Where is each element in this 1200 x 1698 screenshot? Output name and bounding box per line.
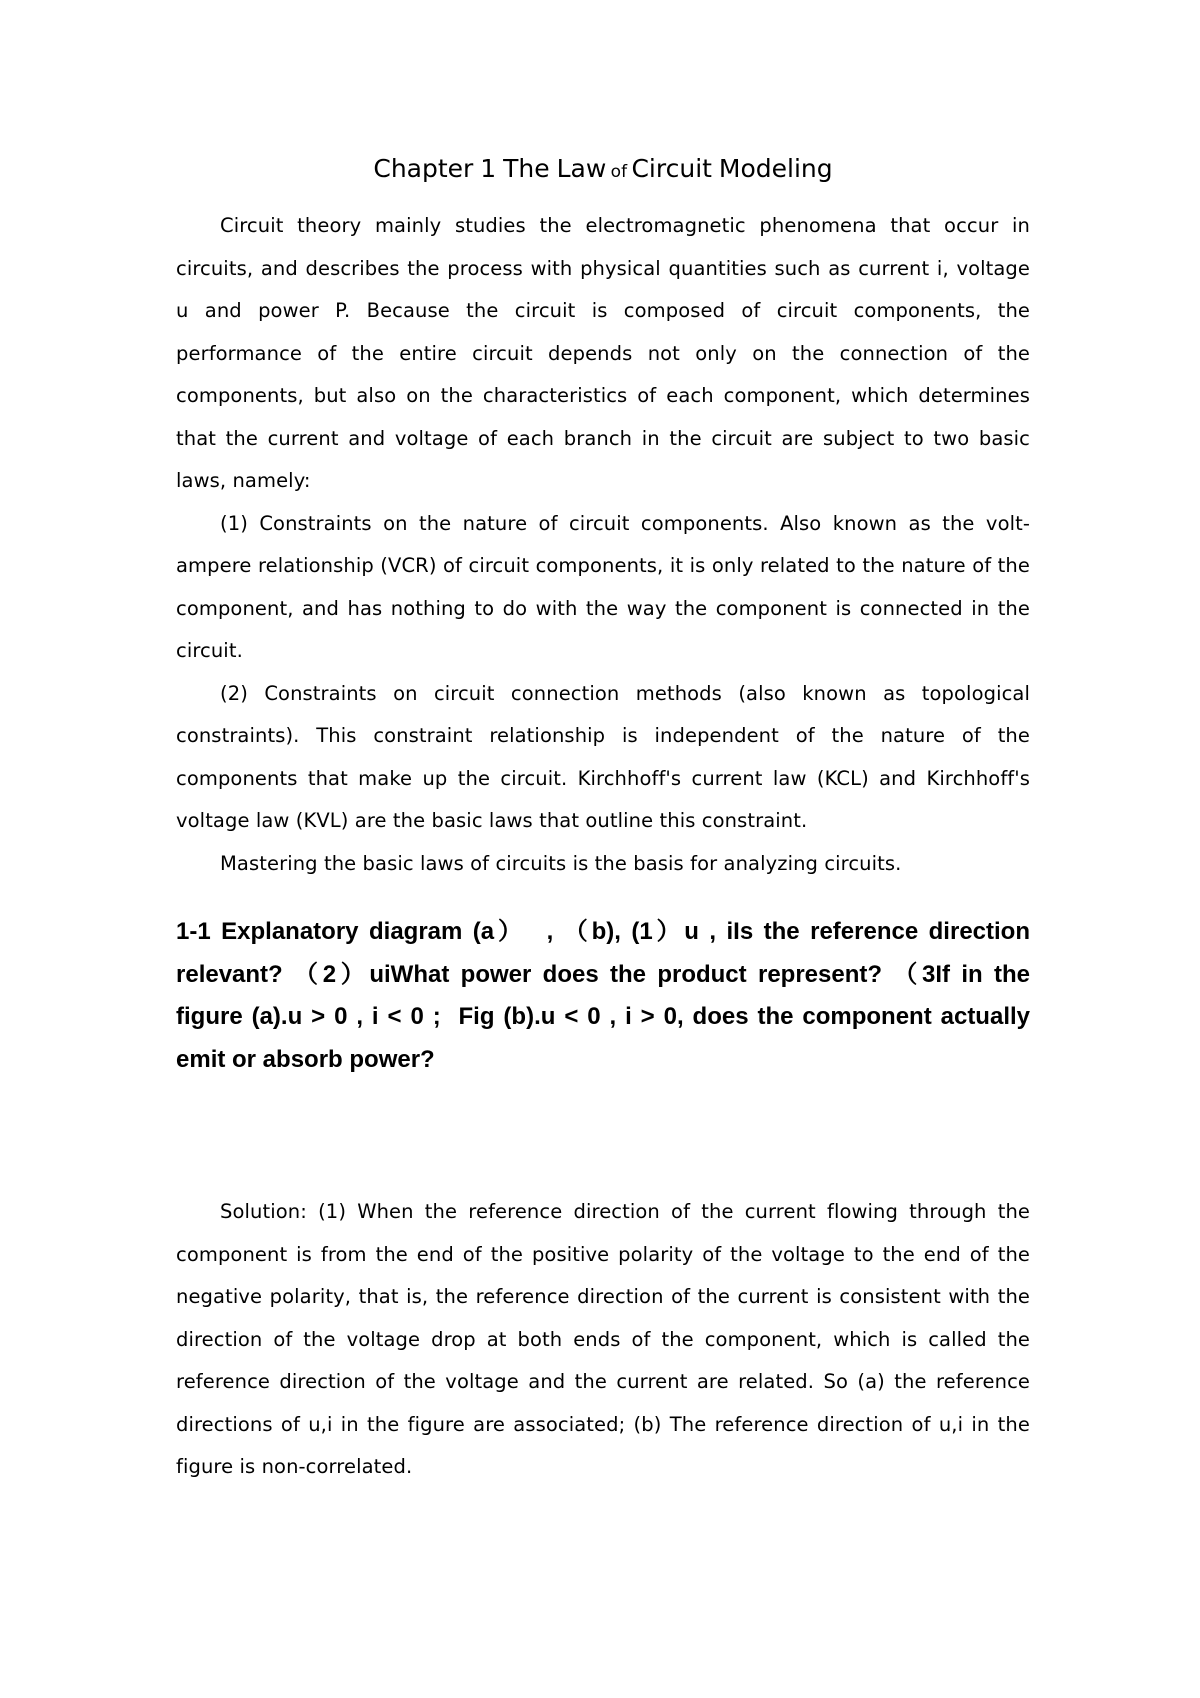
- intro-paragraph: Circuit theory mainly studies the electromagnetic phenomena that occur in circuits, and describes the process with physical quantities such as current i, voltage u and power P. Because the circuit is composed of circuit components, the performance of the entire circuit depends not only on the connection of the components, but also on the characteristics of each component, which determines that the current and voltage of each branch in the circuit are subject to two basic laws, namely:: [176, 214, 1030, 492]
- chapter-title-end: Circuit Modeling: [631, 154, 833, 183]
- solution-paragraph: Solution: (1) When the reference direction of the current flowing through the component is from the end of the positive polarity of the voltage to the end of the negative polarity, that is, the reference direction of the current is consistent with the direction of the voltage drop at both ends of the component, which is called the reference direction of the voltage and the current are related. So (a) the reference directions of u,i in the figure are associated; (b) The reference direction of u,i in the figure is non-correlated.: [176, 1200, 1030, 1478]
- problem-1-1-heading: 1-1 Explanatory diagram (a） , （b), (1）u , iIs the reference direction relevant? （2）uiWhat power does the product represent? （3If in the figure (a).u > 0 , i < 0 ; Fig (b).u < 0 , i > 0, does the component actually emit or absorb power?: [176, 918, 1030, 1073]
- law-2-paragraph: (2) Constraints on circuit connection methods (also known as topological constraints). This constraint relationship is independent of the nature of the components that make up the circuit. Kirchhoff's current law (KCL) and Kirchhoff's voltage law (KVL) are the basic laws that outline this constraint.: [176, 681, 1030, 832]
- document-body: [176, 136, 1030, 1489]
- chapter-title: [176, 136, 1030, 205]
- figure-gap: [176, 1081, 1030, 1191]
- chapter-title-main: Chapter 1 The Law: [373, 154, 607, 183]
- chapter-title-of: of: [606, 162, 632, 182]
- law-1-paragraph: (1) Constraints on the nature of circuit components. Also known as the volt-ampere relationship (VCR) of circuit components, it is only related to the nature of the component, and has nothing to do with the way the component is connected in the circuit.: [176, 511, 1030, 662]
- summary-paragraph: Mastering the basic laws of circuits is the basis for analyzing circuits.: [220, 851, 902, 875]
